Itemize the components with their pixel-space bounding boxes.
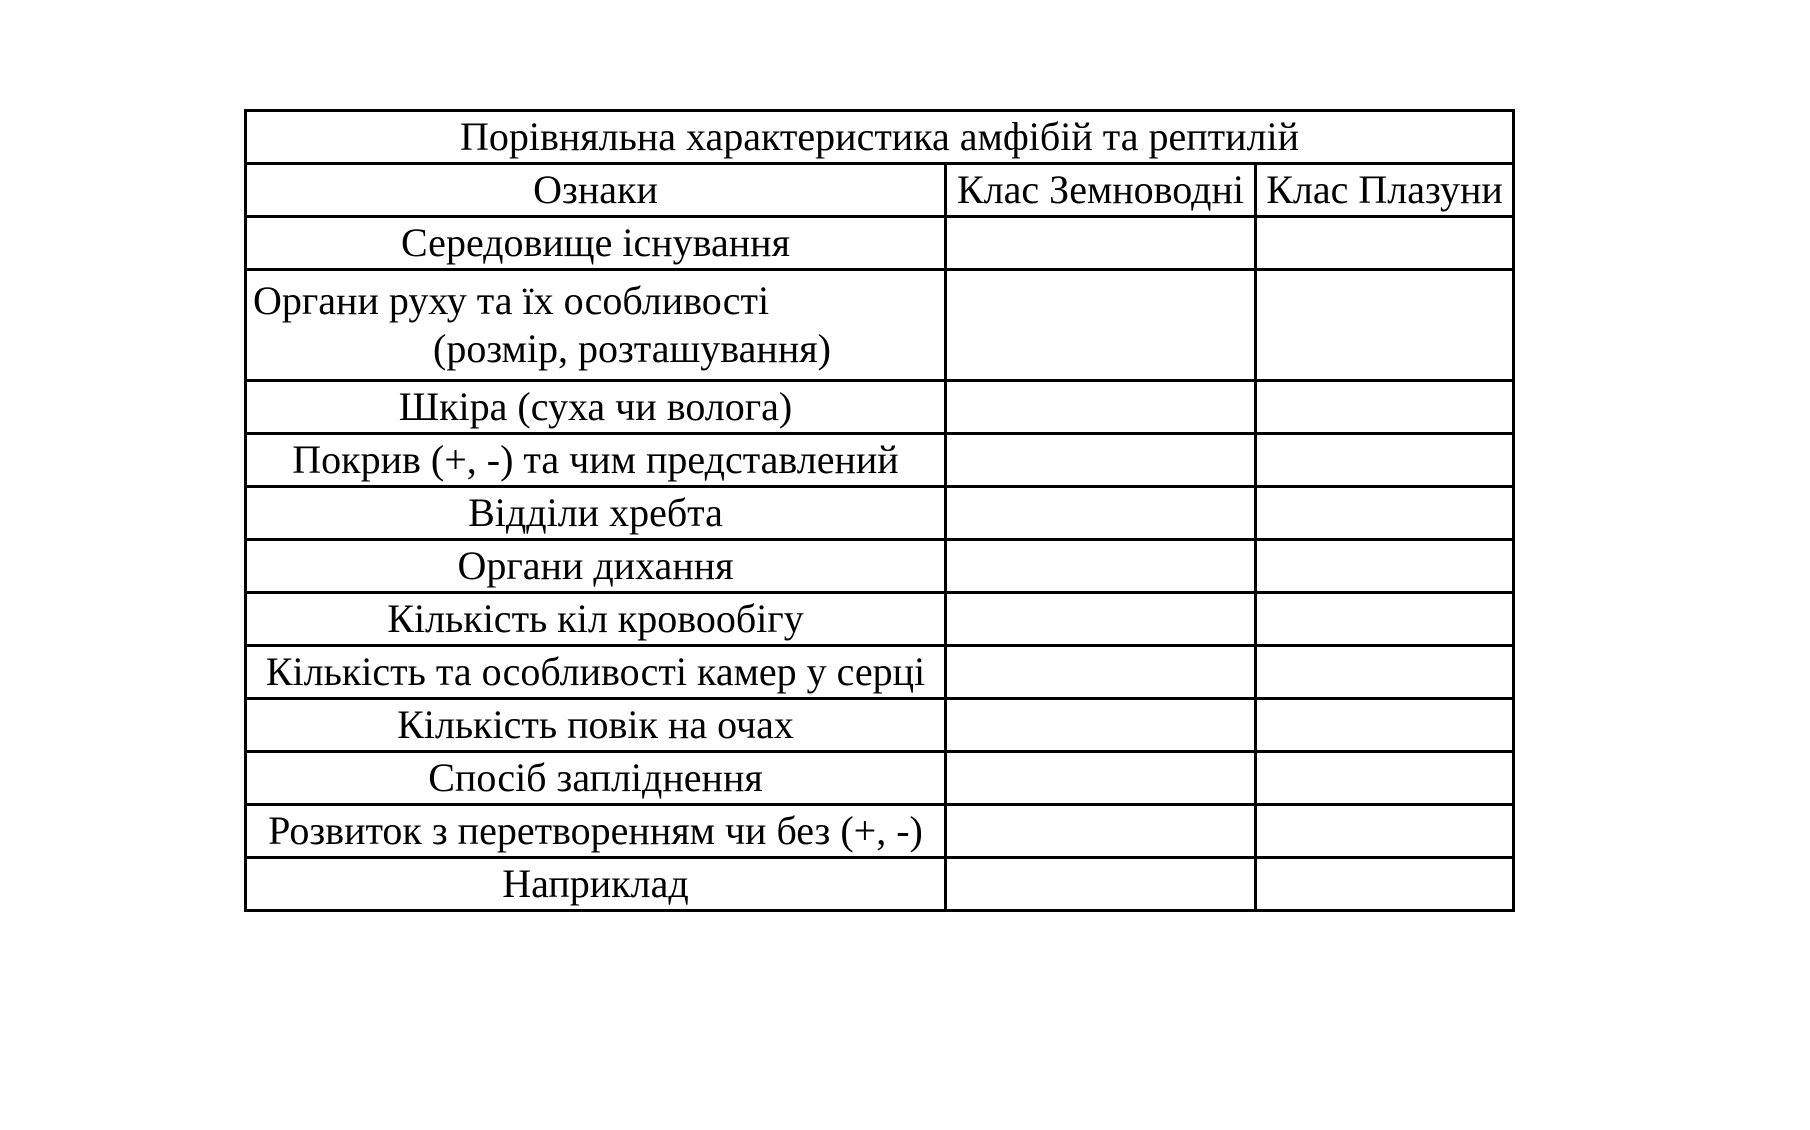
amphibians-answer-cell[interactable]: [946, 217, 1256, 270]
header-feature: Ознаки: [246, 164, 946, 217]
reptiles-answer-cell[interactable]: [1256, 752, 1514, 805]
reptiles-answer-cell[interactable]: [1256, 270, 1514, 381]
feature-example: Наприклад: [246, 858, 946, 911]
header-reptiles: Клас Плазуни: [1256, 164, 1514, 217]
reptiles-answer-cell[interactable]: [1256, 593, 1514, 646]
reptiles-answer-cell[interactable]: [1256, 381, 1514, 434]
table-title: Порівняльна характеристика амфібій та рептилій: [246, 111, 1514, 164]
worksheet: [244, 109, 1512, 912]
amphibians-answer-cell[interactable]: [946, 487, 1256, 540]
table-row: [246, 805, 1514, 858]
amphibians-answer-cell[interactable]: [946, 593, 1256, 646]
table-row: [246, 381, 1514, 434]
table-row: [246, 487, 1514, 540]
header-row: [246, 164, 1514, 217]
reptiles-answer-cell[interactable]: [1256, 540, 1514, 593]
amphibians-answer-cell[interactable]: [946, 858, 1256, 911]
feature-locomotion: [246, 270, 946, 381]
feature-habitat: Середовище існування: [246, 217, 946, 270]
amphibians-answer-cell[interactable]: [946, 805, 1256, 858]
reptiles-answer-cell[interactable]: [1256, 646, 1514, 699]
feature-locomotion-line1: Органи руху та їх особливості: [253, 278, 770, 323]
feature-fertilization: Спосіб запліднення: [246, 752, 946, 805]
header-amphibians: Клас Земноводні: [946, 164, 1256, 217]
feature-locomotion-line2: (розмір, розташування): [433, 326, 831, 371]
reptiles-answer-cell[interactable]: [1256, 487, 1514, 540]
table-row: [246, 217, 1514, 270]
reptiles-answer-cell[interactable]: [1256, 217, 1514, 270]
table-row: [246, 699, 1514, 752]
reptiles-answer-cell[interactable]: [1256, 699, 1514, 752]
comparison-table: [244, 109, 1515, 912]
amphibians-answer-cell[interactable]: [946, 540, 1256, 593]
table-row: [246, 434, 1514, 487]
feature-covering: Покрив (+, -) та чим представлений: [246, 434, 946, 487]
table-row: [246, 646, 1514, 699]
reptiles-answer-cell[interactable]: [1256, 805, 1514, 858]
title-row: [246, 111, 1514, 164]
reptiles-answer-cell[interactable]: [1256, 434, 1514, 487]
amphibians-answer-cell[interactable]: [946, 646, 1256, 699]
feature-eyelids: Кількість повік на очах: [246, 699, 946, 752]
table-row: [246, 858, 1514, 911]
amphibians-answer-cell[interactable]: [946, 381, 1256, 434]
feature-circulation-loops: Кількість кіл кровообігу: [246, 593, 946, 646]
feature-skin: Шкіра (суха чи волога): [246, 381, 946, 434]
table-row: [246, 540, 1514, 593]
amphibians-answer-cell[interactable]: [946, 699, 1256, 752]
table-row: [246, 270, 1514, 381]
reptiles-answer-cell[interactable]: [1256, 858, 1514, 911]
feature-spine-sections: Відділи хребта: [246, 487, 946, 540]
feature-heart-chambers: Кількість та особливості камер у серці: [246, 646, 946, 699]
table-row: [246, 593, 1514, 646]
amphibians-answer-cell[interactable]: [946, 434, 1256, 487]
amphibians-answer-cell[interactable]: [946, 752, 1256, 805]
feature-respiration: Органи дихання: [246, 540, 946, 593]
amphibians-answer-cell[interactable]: [946, 270, 1256, 381]
table-row: [246, 752, 1514, 805]
feature-metamorphosis: Розвиток з перетворенням чи без (+, -): [246, 805, 946, 858]
